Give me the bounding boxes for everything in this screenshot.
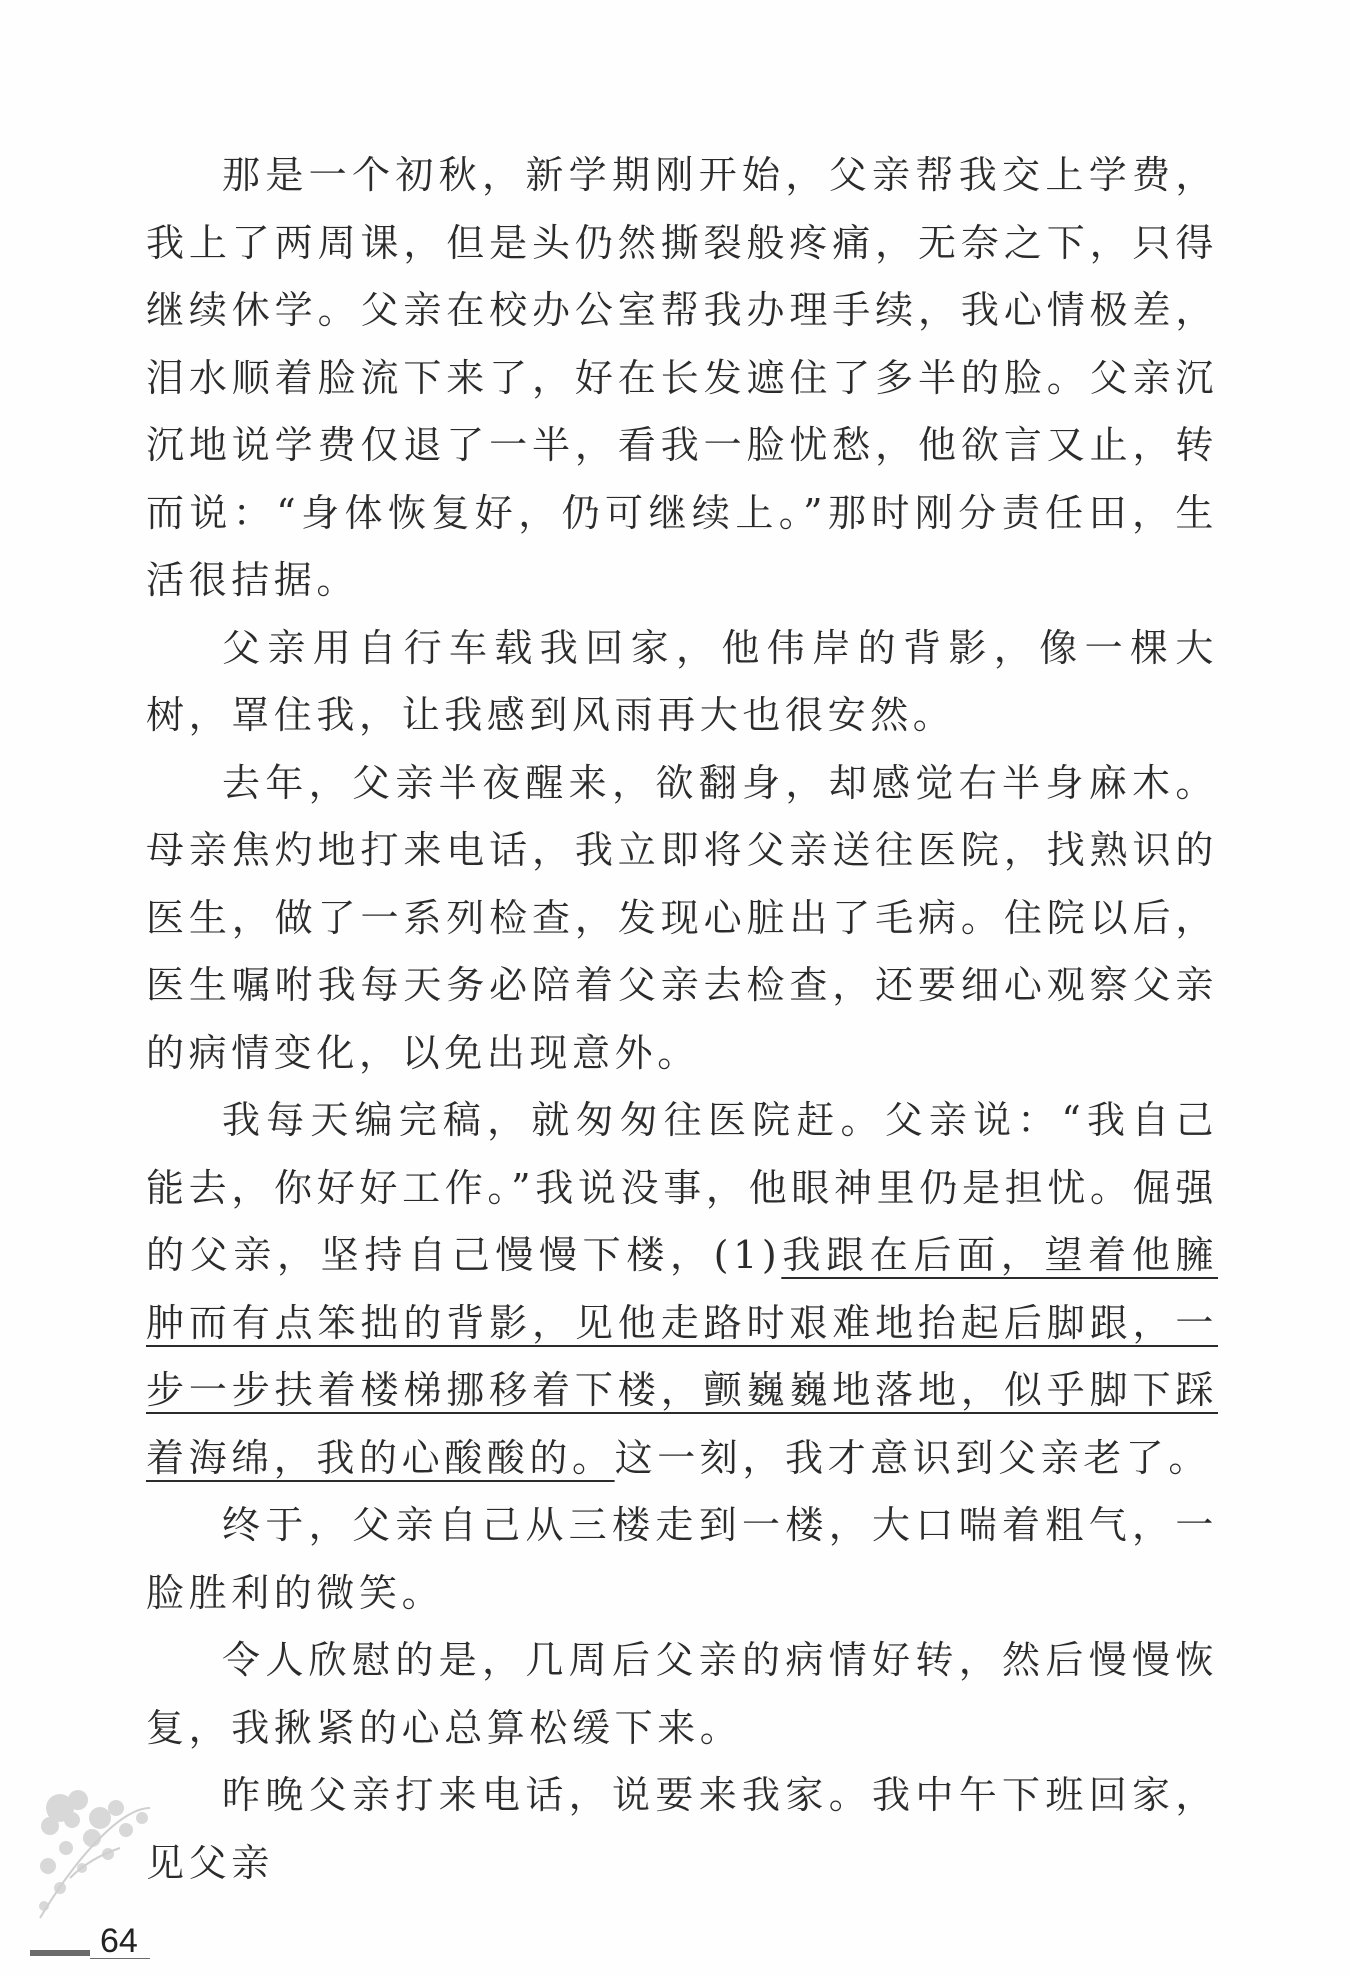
- page-number: 64: [100, 1922, 138, 1960]
- paragraph-1: 那是一个初秋，新学期刚开始，父亲帮我交上学费，我上了两周课，但是头仍然撕裂般疼痛，无奈之下，只得继续休学。父亲在校办公室帮我办理手续，我心情极差，泪水顺着脸流下来了，好在长发遮住了多半的脸。父亲沉沉地说学费仅退了一半，看我一脸忧愁，他欲言又止，转而说：“身体恢复好，仍可继续上。”那时刚分责任田，生活很拮据。: [146, 153, 1218, 602]
- paragraph-2: 父亲用自行车载我回家，他伟岸的背影，像一棵大树，罩住我，让我感到风雨再大也很安然。: [146, 625, 1218, 737]
- body-text: [146, 142, 1218, 1897]
- footer-bar: [30, 1950, 90, 1956]
- paragraph-6: 令人欣慰的是，几周后父亲的病情好转，然后慢慢恢复，我揪紧的心总算松缓下来。: [146, 1638, 1218, 1750]
- paragraph-4: [146, 1087, 1218, 1492]
- paragraph-5: 终于，父亲自己从三楼走到一楼，大口喘着粗气，一脸胜利的微笑。: [146, 1503, 1218, 1615]
- paragraph-4-ending: 这一刻，我才意识到父亲老了。: [614, 1435, 1212, 1480]
- paragraph-7: 昨晚父亲打来电话，说要来我家。我中午下班回家，见父亲: [146, 1773, 1218, 1885]
- paragraph-4-intro: 我每天编完稿，就匆匆往医院赶。父亲说：“我自己能去，你好好工作。”我说没事，他眼神里仍是担忧。倔强的父亲，坚持自己慢慢下楼，(1): [146, 1098, 1218, 1277]
- underlined-passage-1: 我跟在后面，望着他臃肿而有点笨拙的背影，见他走路时艰难地抬起后脚跟，一步一步扶着楼梯挪移着下楼，颤巍巍地落地，似乎脚下踩着海绵，我的心酸酸的。: [146, 1233, 1218, 1480]
- paragraph-3: 去年，父亲半夜醒来，欲翻身，却感觉右半身麻木。母亲焦灼地打来电话，我立即将父亲送往医院，找熟识的医生，做了一系列检查，发现心脏出了毛病。住院以后，医生嘱咐我每天务必陪着父亲去检查，还要细心观察父亲的病情变化，以免出现意外。: [146, 760, 1218, 1075]
